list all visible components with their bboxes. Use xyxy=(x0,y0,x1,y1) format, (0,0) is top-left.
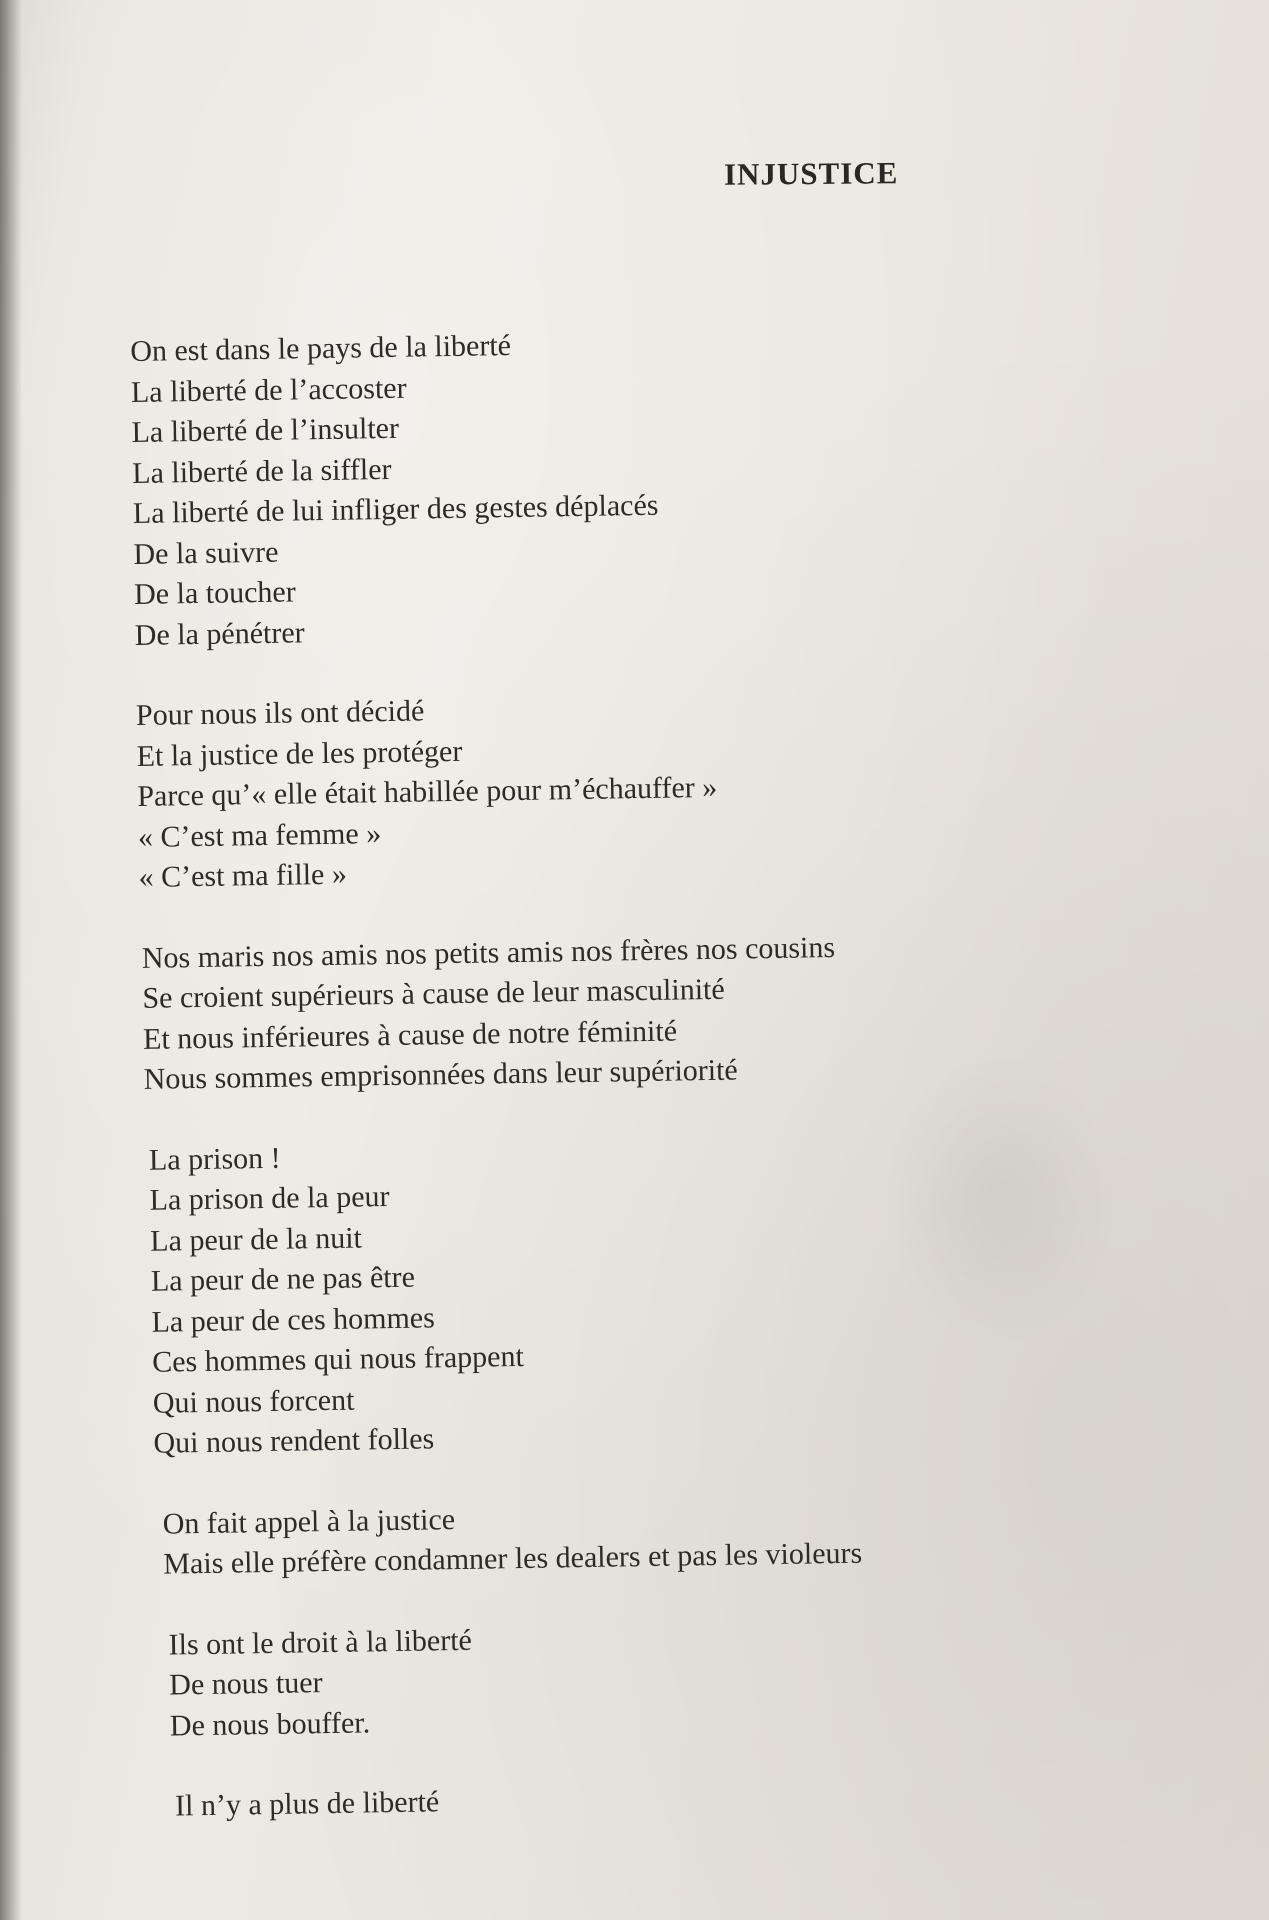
poem-line: Nos maris nos amis nos petits amis nos frères nos cousins xyxy=(141,930,836,975)
poem-line: Ces hommes qui nous frappent xyxy=(151,1339,525,1379)
poem-line: La prison de la peur xyxy=(149,1180,390,1217)
stanza-3 xyxy=(142,921,1222,1100)
poem-line: Ils ont le droit à la liberté xyxy=(168,1623,473,1662)
poem-line: La liberté de la siffler xyxy=(131,452,392,490)
stanza-4 xyxy=(149,1123,1228,1464)
poem-line: Pour nous ils ont décidé xyxy=(135,694,425,732)
poem-title: INJUSTICE xyxy=(723,155,899,192)
poem-line: De nous bouffer. xyxy=(169,1705,371,1743)
poem-line: La prison ! xyxy=(148,1141,281,1177)
poem-line: Et nous inférieures à cause de notre féminité xyxy=(142,1013,678,1056)
poem-line: De la toucher xyxy=(133,575,296,611)
poem-line: De la suivre xyxy=(133,535,279,571)
poem-line: Parce qu’« elle était habillée pour m’échauffer » xyxy=(137,770,718,813)
stanza-5 xyxy=(162,1487,1229,1585)
poem-line: La peur de ces hommes xyxy=(151,1300,436,1339)
poem-line: « C’est ma fille » xyxy=(138,857,348,894)
poem-line: De la pénétrer xyxy=(134,615,305,652)
stanza-2 xyxy=(136,679,1219,898)
poem-line: Se croient supérieurs à cause de leur masculinité xyxy=(142,972,725,1015)
poem-line: On fait appel à la justice xyxy=(162,1502,456,1541)
poem-line: « C’est ma femme » xyxy=(137,816,382,854)
poem-line: Et la justice de les protéger xyxy=(136,734,463,773)
poem-line: On est dans le pays de la liberté xyxy=(130,329,512,368)
poem-line: La liberté de l’insulter xyxy=(131,411,400,449)
page-edge-shadow xyxy=(0,0,22,1920)
poem-line: Mais elle préfère condamner les dealers et pas les violeurs xyxy=(163,1536,863,1581)
poem-line: Qui nous forcent xyxy=(152,1383,355,1420)
stanza-6 xyxy=(168,1608,1232,1746)
poem-line: La liberté de lui infliger des gestes déplacés xyxy=(132,488,659,530)
poem-line: La liberté de l’accoster xyxy=(130,371,407,409)
poem-line: Il n’y a plus de liberté xyxy=(174,1785,440,1823)
poem-line: De nous tuer xyxy=(168,1666,323,1702)
poem-line: Nous sommes emprisonnées dans leur supériorité xyxy=(143,1053,738,1096)
poem-line: Qui nous rendent folles xyxy=(153,1422,435,1460)
poem-body xyxy=(130,315,1234,1867)
poem-line: La peur de ne pas être xyxy=(150,1260,416,1298)
stanza-1 xyxy=(130,315,1215,656)
stanza-7 xyxy=(175,1770,1234,1827)
poem-line: La peur de la nuit xyxy=(150,1220,363,1258)
